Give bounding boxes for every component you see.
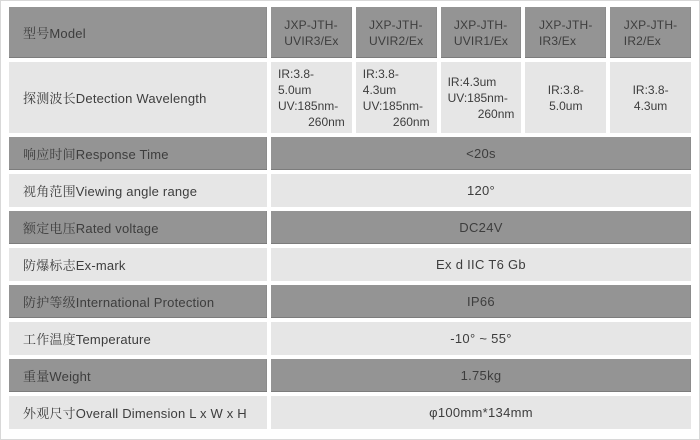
row-value-ex-mark (271, 248, 691, 281)
row-value-dimension (271, 396, 691, 429)
row-label-text: 防护等级International Protection (23, 295, 215, 310)
row-value-protection (271, 285, 691, 318)
row-value-text: 120° (466, 183, 496, 198)
wavelength-line: IR:3.8-5.0um (278, 66, 315, 97)
row-label-wavelength-text: 探测波长Detection Wavelength (23, 91, 207, 106)
wavelength-line: IR:4.3um (447, 74, 497, 89)
row-label-rated-voltage (9, 211, 267, 244)
row-value-weight (271, 359, 691, 392)
row-label-text: 工作温度Temperature (23, 332, 151, 347)
row-label-ex-mark (9, 248, 267, 281)
row-value-text: Ex d IIC T6 Gb (436, 257, 526, 272)
wavelength-line: 260nm (392, 114, 430, 129)
row-label-text: 重量Weight (23, 369, 91, 384)
model-name-line: JXP-JTH- (453, 17, 508, 32)
wavelength-line: 260nm (308, 114, 345, 129)
row-label-wavelength (9, 62, 267, 133)
wavelength-line: IR:3.8-4.3um (632, 82, 669, 113)
wavelength-line: IR:3.8-5.0um (547, 82, 584, 113)
row-label-text: 防爆标志Ex-mark (23, 258, 126, 273)
row-label-protection (9, 285, 267, 318)
model-name-line: JXP-JTH- (538, 17, 593, 32)
model-col-uvir2 (356, 7, 437, 58)
row-label-model-text: 型号Model (23, 26, 86, 41)
row-value-viewing-angle (271, 174, 691, 207)
row-label-text: 视角范围Viewing angle range (23, 184, 198, 199)
row-label-model (9, 7, 267, 58)
row-value-text: <20s (466, 146, 496, 161)
wavelength-line: 260nm (477, 106, 515, 121)
row-label-viewing-angle (9, 174, 267, 207)
row-label-weight (9, 359, 267, 392)
row-label-response-time (9, 137, 267, 170)
spec-table (9, 7, 691, 429)
wavelength-cell-uvir1 (441, 62, 522, 133)
wavelength-line: UV:185nm- (362, 98, 424, 113)
row-value-temperature (271, 322, 691, 355)
row-value-text: IP66 (467, 294, 495, 309)
row-value-rated-voltage (271, 211, 691, 244)
model-name-line: UVIR1/Ex (453, 33, 509, 48)
model-name-line: UVIR2/Ex (369, 33, 424, 48)
model-name-line: UVIR3/Ex (284, 33, 339, 48)
model-name-line: JXP-JTH- (369, 17, 423, 32)
model-name-line: JXP-JTH- (284, 17, 338, 32)
row-value-text: 1.75kg (460, 368, 502, 383)
wavelength-cell-ir2 (610, 62, 691, 133)
row-label-text: 额定电压Rated voltage (23, 221, 159, 236)
row-value-text: φ100mm*134mm (429, 405, 533, 420)
wavelength-cell-uvir3 (271, 62, 352, 133)
row-label-dimension (9, 396, 267, 429)
model-col-uvir3 (271, 7, 352, 58)
wavelength-line: UV:185nm- (278, 98, 339, 113)
model-name-line: JXP-JTH- (623, 17, 678, 32)
model-name-line: IR3/Ex (538, 33, 577, 48)
model-col-uvir1 (441, 7, 522, 58)
row-value-response-time (271, 137, 691, 170)
model-name-line: IR2/Ex (623, 33, 661, 48)
row-value-text: DC24V (459, 220, 503, 235)
wavelength-line: UV:185nm- (447, 90, 508, 105)
row-label-text: 外观尺寸Overall Dimension L x W x H (23, 406, 247, 421)
wavelength-line: IR:3.8-4.3um (362, 66, 399, 97)
model-col-ir3 (525, 7, 606, 58)
row-value-text: -10° ~ 55° (450, 331, 512, 346)
wavelength-cell-uvir2 (356, 62, 437, 133)
model-col-ir2 (610, 7, 691, 58)
row-label-text: 响应时间Response Time (23, 147, 169, 162)
wavelength-cell-ir3 (525, 62, 606, 133)
row-label-temperature (9, 322, 267, 355)
